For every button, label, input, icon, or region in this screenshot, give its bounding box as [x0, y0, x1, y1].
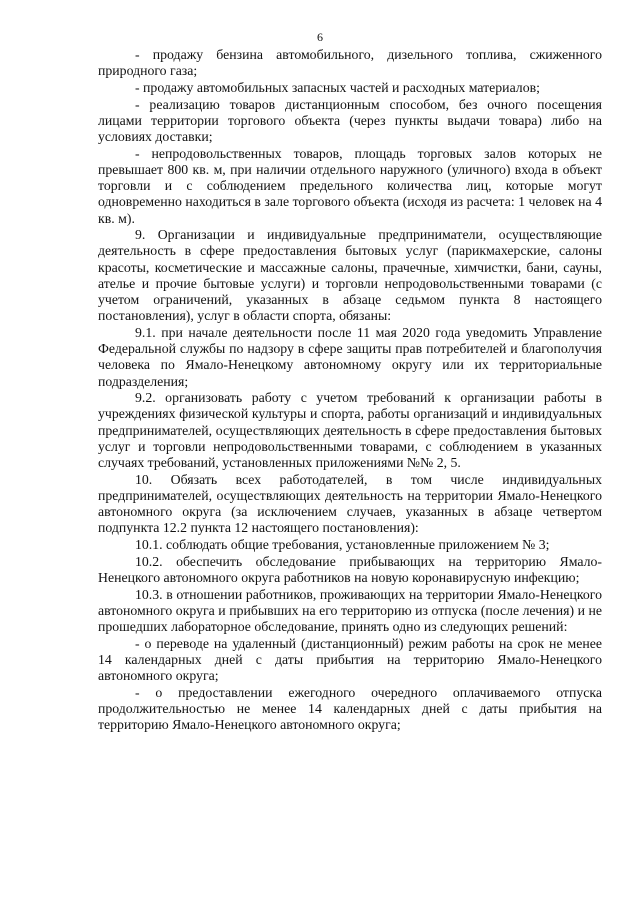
paragraph: 10. Обязать всех работодателей, в том числе индивидуальных предпринимателей, осуществляющих деятельность на территории Ямало-Ненецкого автономного округа (за исключением случаев, указанных в абзаце четвертом подпункта 12.2 пункта 12 настоящего постановления): [98, 471, 602, 536]
paragraph: 9.1. при начале деятельности после 11 мая 2020 года уведомить Управление Федеральной службы по надзору в сфере защиты прав потребителей и благополучия человека по Ямало-Ненецкому автономному округу или их территориальные подразделения; [98, 324, 602, 389]
paragraph: 10.2. обеспечить обследование прибывающих на территорию Ямало-Ненецкого автономного округа работников на новую коронавирусную инфекцию; [98, 553, 602, 585]
paragraph: - о предоставлении ежегодного очередного оплачиваемого отпуска продолжительностью не менее 14 календарных дней с даты прибытия на территорию Ямало-Ненецкого автономного округа; [98, 684, 602, 733]
paragraph: - непродовольственных товаров, площадь торговых залов которых не превышает 800 кв. м, при наличии отдельного наружного (уличного) входа в объект торговли и с соблюдением предельного количества лиц, которые могут одновременно находиться в зале торгового объекта (исходя из расчета: 1 человек на 4 кв. м). [98, 145, 602, 226]
document-body [98, 47, 602, 734]
paragraph: - реализацию товаров дистанционным способом, без очного посещения лицами территории торгового объекта (через пункты выдачи товара) либо на условиях доставки; [98, 96, 602, 145]
paragraph: - о переводе на удаленный (дистанционный) режим работы на срок не менее 14 календарных дней с даты прибытия на территорию Ямало-Ненецкого автономного округа; [98, 635, 602, 684]
paragraph: - продажу автомобильных запасных частей и расходных материалов; [135, 79, 540, 95]
paragraph: 10.3. в отношении работников, проживающих на территории Ямало-Ненецкого автономного округа и прибывших на его территорию из отпуска (после лечения) и не прошедших лабораторное обследование, принять одно из следующих решений: [98, 586, 602, 635]
page-number: 6 [317, 30, 323, 44]
paragraph: 9.2. организовать работу с учетом требований к организации работы в учреждениях физической культуры и спорта, работы организаций и индивидуальных предпринимателей, осуществляющих деятельность в сфере предоставления бытовых услуг и торговли непродовольственными товарами, с соблюдением в указанных случаях требований, установленных приложениями №№ 2, 5. [98, 390, 602, 471]
paragraph: 10.1. соблюдать общие требования, установленные приложением № 3; [135, 537, 550, 553]
paragraph: 9. Организации и индивидуальные предприниматели, осуществляющие деятельность в сфере предоставления бытовых услуг (парикмахерские, салоны красоты, косметические и массажные салоны, прачечные, химчистки, бани, сауны, ателье и прочие бытовые услуги) и торговли непродовольственными товарами (с учетом ограничений, указанных в абзаце седьмом пункта 8 настоящего постановления), услуг в области спорта, обязаны: [98, 227, 602, 324]
paragraph: - продажу бензина автомобильного, дизельного топлива, сжиженного природного газа; [98, 47, 602, 79]
